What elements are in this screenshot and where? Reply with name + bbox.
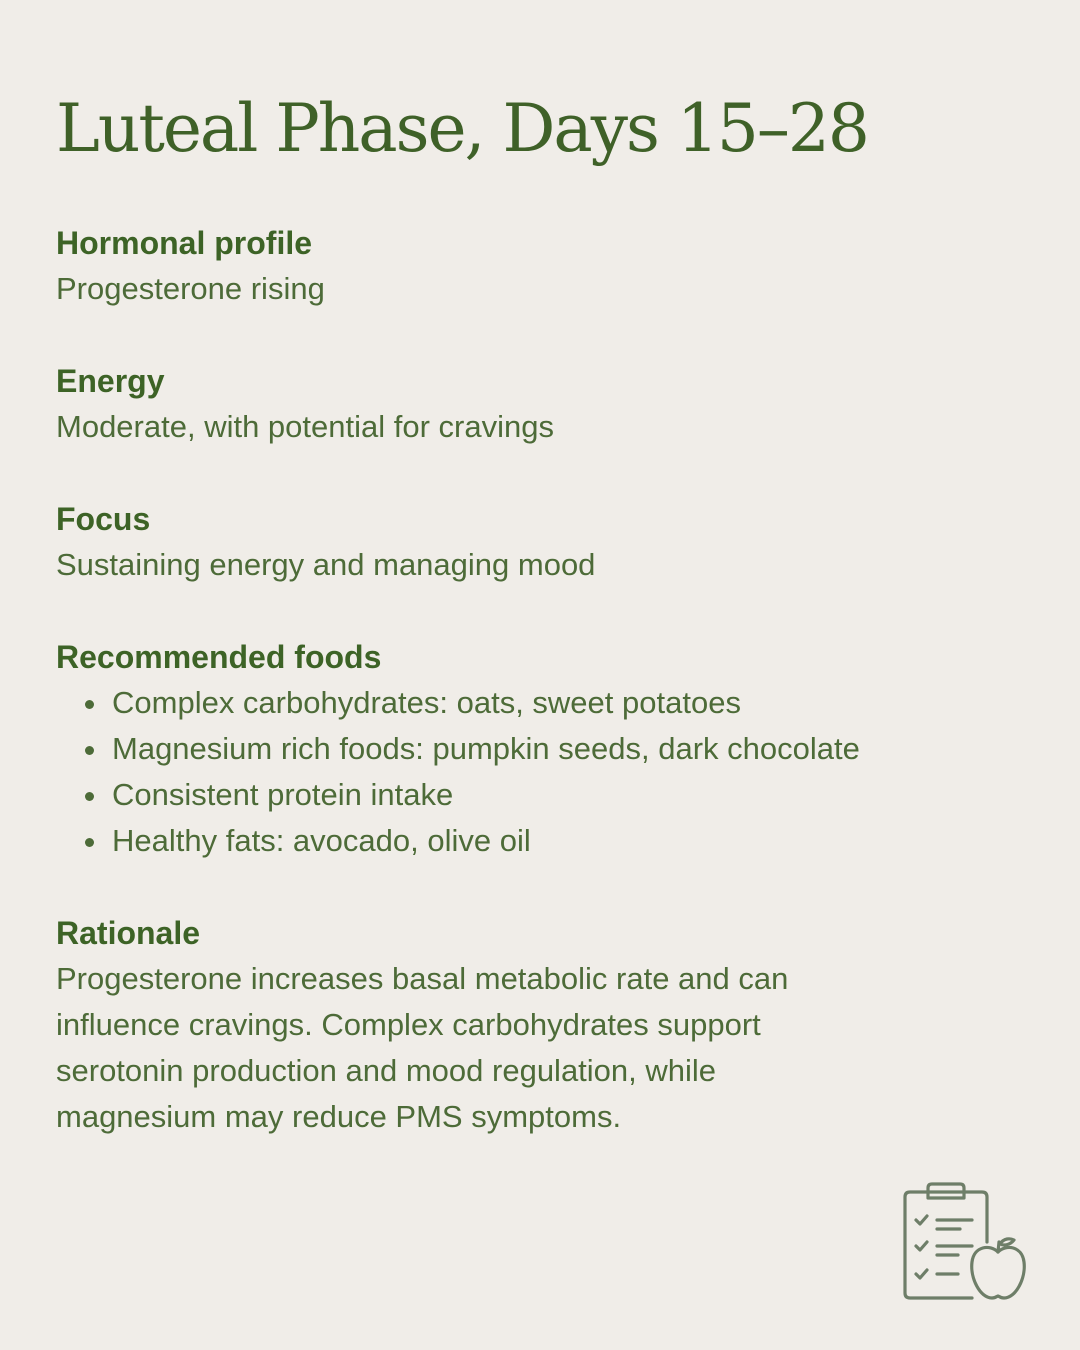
- rationale-heading: Rationale: [56, 915, 201, 951]
- list-item: Consistent protein intake: [56, 772, 1036, 818]
- list-item: Magnesium rich foods: pumpkin seeds, dark chocolate: [56, 726, 1036, 772]
- rationale-line: influence cravings. Complex carbohydrates support: [56, 1007, 761, 1042]
- energy-text: Moderate, with potential for cravings: [56, 409, 554, 444]
- hormonal-profile-text: Progesterone rising: [56, 271, 325, 306]
- section-focus: [56, 496, 1036, 588]
- hormonal-profile-heading: Hormonal profile: [56, 225, 313, 261]
- section-energy: [56, 358, 1036, 450]
- focus-heading: Focus: [56, 501, 151, 537]
- clipboard-apple-icon: [900, 1180, 1030, 1305]
- section-rationale: [56, 910, 1036, 1140]
- rationale-line: serotonin production and mood regulation, while: [56, 1053, 717, 1088]
- list-item: Complex carbohydrates: oats, sweet potatoes: [56, 680, 1036, 726]
- list-item: Healthy fats: avocado, olive oil: [56, 818, 1036, 864]
- focus-text: Sustaining energy and managing mood: [56, 547, 596, 582]
- rationale-line: magnesium may reduce PMS symptoms.: [56, 1099, 622, 1134]
- recommended-foods-heading: Recommended foods: [56, 639, 382, 675]
- section-hormonal-profile: [56, 220, 1036, 312]
- section-recommended-foods: [56, 634, 1036, 864]
- page-title: Luteal Phase, Days 15–28: [56, 90, 868, 167]
- foods-list: [56, 680, 1036, 864]
- rationale-line: Progesterone increases basal metabolic rate and can: [56, 961, 789, 996]
- energy-heading: Energy: [56, 363, 165, 399]
